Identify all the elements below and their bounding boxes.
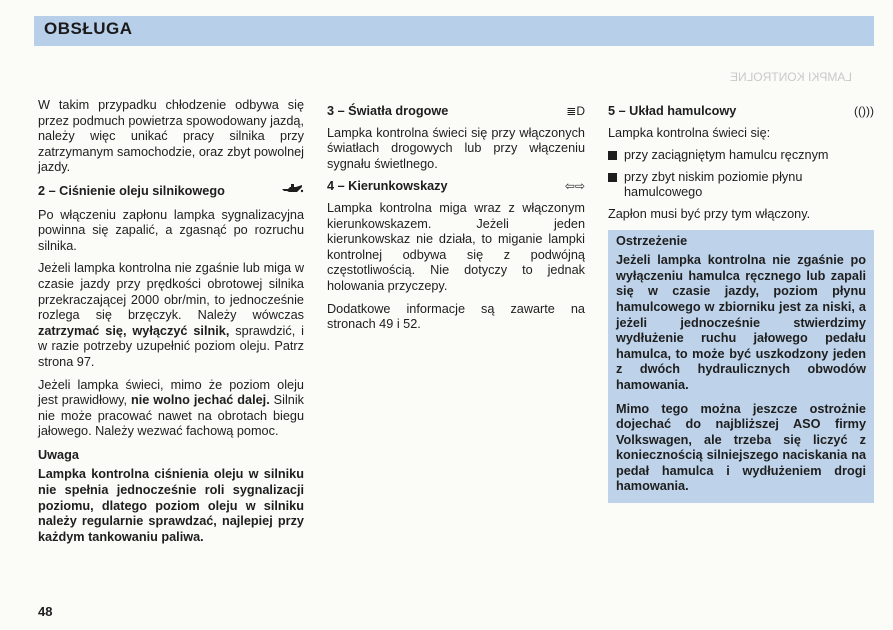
paragraph: Dodatkowe informacje są zawarte na stronach 49 i 52.: [327, 301, 585, 332]
list-item-text: przy zbyt niskim poziomie płynu hamulcowego: [624, 169, 803, 200]
paragraph: Po włączeniu zapłonu lampka sygnalizacyjna powinna się zapalić, a zgasnąć po rozruchu silnika.: [38, 207, 304, 253]
high-beam-icon: ≣D: [566, 104, 585, 118]
section-heading-turn-signals: [327, 179, 585, 195]
text-run: Jeżeli lampka kontrolna nie zgaśnie lub miga w czasie jazdy przy prędkości obrotowej silnika przekraczającej 2000 obr/min, to jednocześnie rozlega się brzęczyk. Należy wówczas: [38, 261, 304, 323]
warning-title: Ostrzeżenie: [616, 233, 688, 248]
column-left: [38, 98, 304, 545]
section-heading-oil-pressure: [38, 183, 304, 202]
section-heading-brakes: [608, 104, 874, 120]
paragraph: Lampka kontrolna świeci się:: [608, 125, 771, 140]
emphasis-text: zatrzymać się, wyłączyć silnik,: [38, 323, 230, 338]
paragraph: Lampka kontrolna miga wraz z włączonym kierunkowskazem. Jeżeli jeden kierunkowskaz nie działa, to miganie lampki kontrolnej odbywa się z podwójną częstotliwością. Nie dotyczy to jednak holowania przyczepy.: [327, 200, 585, 293]
warning-box: [608, 230, 874, 504]
list-item: [608, 170, 874, 201]
paragraph: Zapłon musi być przy tym włączony.: [608, 206, 811, 221]
oil-can-icon: [280, 183, 304, 202]
section-title: 5 – Układ hamulcowy: [608, 104, 737, 118]
page-title: OBSŁUGA: [44, 19, 133, 38]
emphasis-text: nie wolno jechać dalej.: [130, 393, 270, 408]
section-title: 4 – Kierunkowskazy: [327, 179, 448, 194]
header-band: [34, 16, 874, 46]
column-right: [608, 104, 874, 503]
warning-paragraph: Jeżeli lampka kontrolna nie zgaśnie po wyłączeniu hamulca ręcznego lub zapali się w czasie jazdy, poziom płynu hamulcowego w zbiorniku jest za niski, a jeżeli jednocześnie stwierdzimy wydłużenie ruchu jałowego pedału hamulca, to może być uszkodzony jeden z dwóch hydraulicznych obwodów hamowania.: [616, 253, 866, 392]
note-title: Uwaga: [38, 447, 79, 462]
list-item-text: przy zaciągniętym hamulcu ręcznym: [624, 148, 829, 163]
paragraph: W takim przypadku chłodzenie odbywa się przez podmuch powietrza spowodowany jazdą, należy więc unikać pracy silnika przy zatrzymanym samochodzie, oraz zbyt powolnej jazdy.: [38, 98, 304, 175]
brake-warning-icon: (())): [854, 104, 874, 118]
section-heading-high-beam: [327, 104, 585, 120]
warning-paragraph: Mimo tego można jeszcze ostrożnie dojechać do najbliższej ASO firmy Volkswagen, ale trzeba się liczyć z koniecznością silniejszego naciskania na pedał hamulca i wydłużeniem drogi hamowania.: [616, 401, 866, 494]
list-item: [608, 148, 874, 164]
section-title: 2 – Ciśnienie oleju silnikowego: [38, 184, 225, 199]
turn-signal-icon: ⇦⇨: [564, 179, 585, 194]
paragraph: [38, 378, 304, 440]
paragraph: [38, 261, 304, 370]
bleed-through-text: LAMPKI KONTROLNE: [730, 70, 853, 84]
text-run: Silnik nie może pracować nawet na obrotach biegu jałowego. Należy wezwać fachową pomoc.: [38, 393, 304, 439]
paragraph: Lampka kontrolna świeci się przy włączonych światłach drogowych lub przy włączeniu sygnału świetlnego.: [327, 125, 585, 171]
section-title: 3 – Światła drogowe: [327, 104, 449, 118]
column-middle: [327, 104, 585, 340]
text-run: sprawdzić, i w razie potrzeby uzupełnić poziom oleju. Patrz strona 97.: [38, 323, 304, 369]
text-run: Jeżeli lampka świeci, mimo że poziom oleju jest prawidłowy,: [38, 377, 304, 408]
bullet-square-icon: [608, 173, 617, 182]
page-number: 48: [38, 604, 53, 619]
bullet-square-icon: [608, 151, 617, 160]
note-body: Lampka kontrolna ciśnienia oleju w silniku nie spełnia jednocześnie roli sygnalizacji poziomu, dlatego poziom oleju w silniku należy regularnie sprawdzać, najlepiej przy każdym tankowaniu paliwa.: [38, 467, 304, 544]
